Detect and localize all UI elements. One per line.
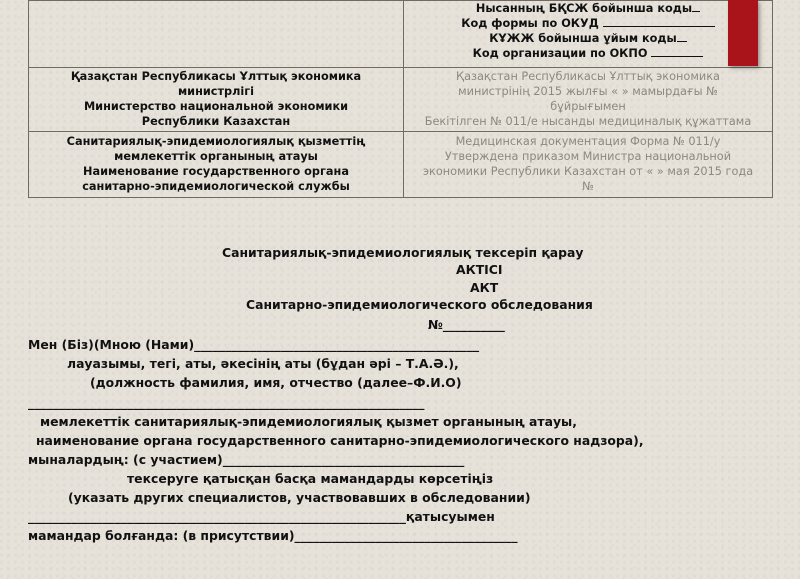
approval-ru-line3: экономики Республики Казахстан от « » мая 2015 года [422, 165, 754, 178]
okud-label: Код формы по ОКУД [408, 16, 768, 31]
okpo-label: Код организации по ОКПО [408, 46, 768, 61]
participation-kz: _____________________________________________________________қатысуымен [28, 509, 495, 524]
act-akt-kz: АКТІСІ [456, 262, 503, 277]
act-title-kz: Санитариялық-эпидемиологиялық тексеріп қарау [222, 245, 584, 260]
other-specialists-ru: (указать других специалистов, участвовавших в обследовании) [68, 490, 531, 505]
approval-ru-line4: № [582, 180, 594, 193]
approval-ru-line1: Медицинская документация Форма № 011/у [455, 135, 721, 148]
org-code-kz-label: КҰЖЖ бойынша ұйым коды [408, 31, 768, 46]
act-number: №__________ [428, 317, 505, 332]
ministry-kz: Қазақстан Республикасы Ұлттық экономика министрлігі [70, 70, 362, 98]
organ-kz: мемлекеттік санитариялық-эпидемиологиялық қызмет органының атауы, [40, 414, 577, 429]
ministry-ru: Министерство национальной экономики Республики Казахстан [83, 100, 349, 128]
agency-kz: Санитариялық-эпидемиологиялық қызметтің мемлекеттік органының атауы [66, 135, 366, 163]
presence-label: мамандар болғанда: (в присутствии)____________________________________ [28, 528, 518, 543]
act-subtitle-ru: Санитарно-эпидемиологического обследования [246, 297, 593, 312]
organ-ru: наименование органа государственного санитарно-эпидемиологического надзора), [36, 433, 644, 448]
position-ru: (должность фамилия, имя, отчество (далее–Ф.И.О) [90, 375, 462, 390]
me-label: Мен (Біз)(Мною (Нами)______________________________________________ [28, 337, 480, 352]
form-code-kz-label: Нысанның БҚСЖ бойынша коды [408, 1, 768, 16]
other-specialists-kz: тексеруге қатысқан басқа мамандарды көрсетіңіз [127, 471, 494, 486]
approval-ru-line2: Утверждена приказом Министра национальной [444, 150, 732, 163]
with-participation: мыналардың: (с участием)_______________________________________ [28, 452, 465, 467]
blank-line: ________________________________________________________________ [28, 395, 425, 410]
approval-kz-line3: бұйрығымен [550, 100, 626, 113]
approval-kz-line1: Қазақстан Республикасы Ұлттық экономика [456, 70, 720, 83]
agency-ru: Наименование государственного органа санитарно-эпидемиологической службы [82, 165, 350, 193]
approval-kz-line2: министрінің 2015 жылғы « » мамырдағы № [458, 85, 718, 98]
position-kz: лауазымы, тегі, аты, әкесінің аты (бұдан әрі – Т.А.Ә.), [67, 356, 459, 371]
approval-kz-line4: Бекітілген № 011/е нысанды медициналық құжаттама [424, 115, 752, 128]
act-akt-ru: АКТ [470, 280, 499, 295]
